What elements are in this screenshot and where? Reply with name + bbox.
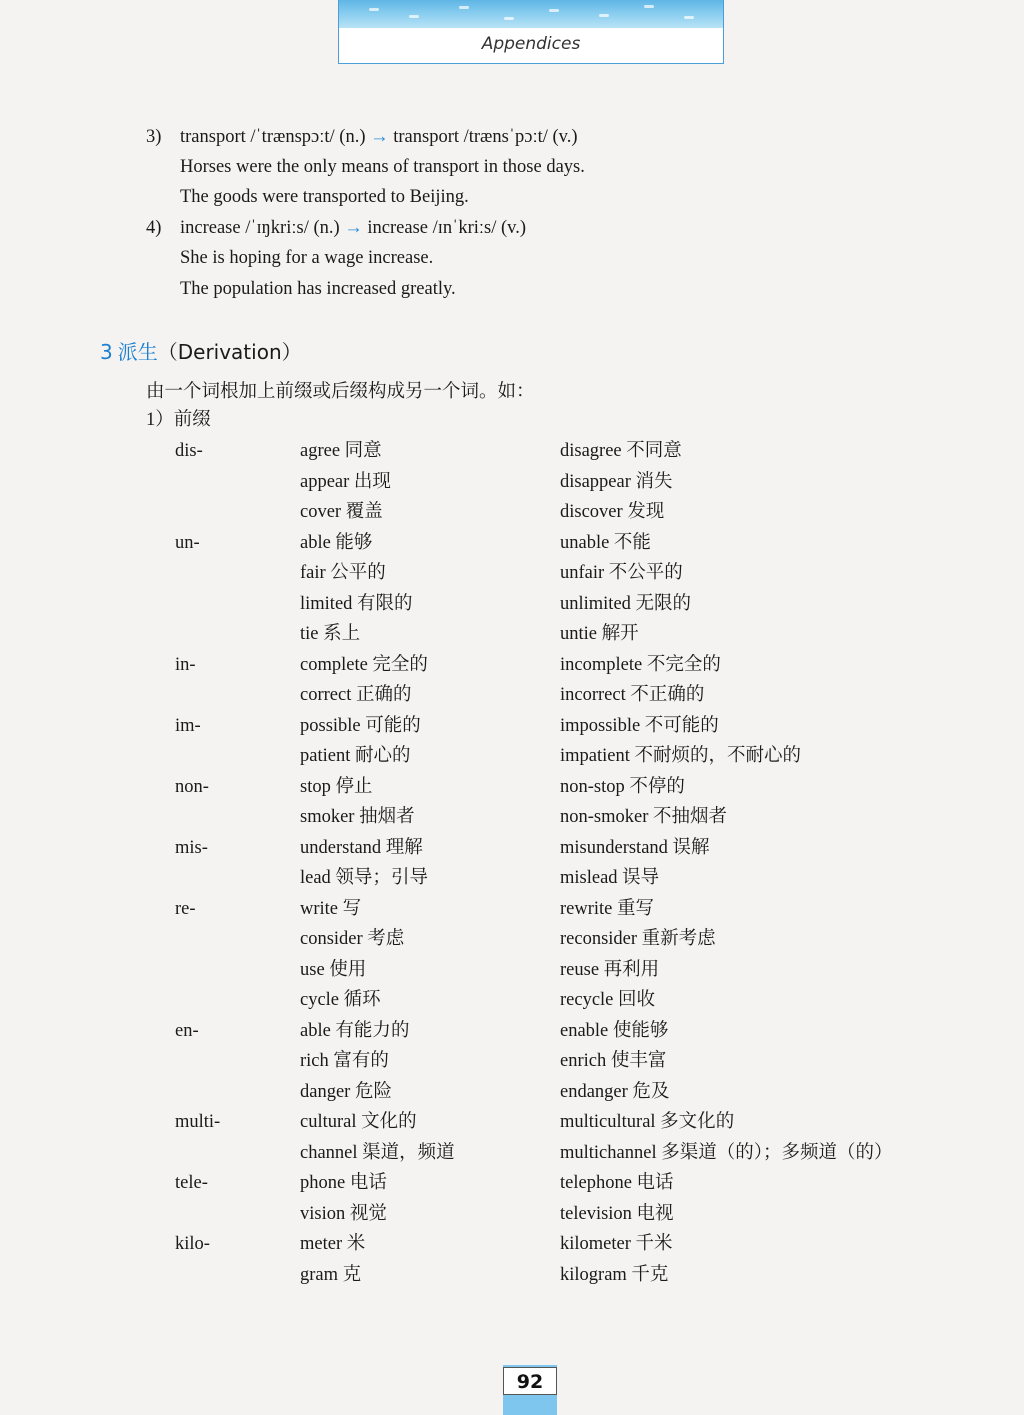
prefix-cell: mis- <box>175 837 208 858</box>
example-4-sentence-1: She is hoping for a wage increase. <box>180 248 434 268</box>
example-4-noun: increase /ˈɪŋkriːs/ (n.) <box>180 218 340 238</box>
derived-word-cell: untie 解开 <box>560 624 639 644</box>
base-word-cell: complete 完全的 <box>300 654 428 675</box>
table-row <box>0 528 1024 559</box>
derived-word-cell: reuse 再利用 <box>560 959 660 980</box>
table-row <box>0 650 1024 681</box>
base-word-cell: possible 可能的 <box>300 715 421 736</box>
prefix-cell: im- <box>175 715 201 736</box>
example-3-headword <box>146 122 578 152</box>
derived-word-cell: enrich 使丰富 <box>560 1051 667 1071</box>
table-row <box>0 772 1024 803</box>
base-word-cell: vision 视觉 <box>300 1203 387 1224</box>
arrow-icon: → <box>370 127 389 147</box>
table-row <box>0 467 1024 498</box>
derived-word-cell: unfair 不公平的 <box>560 563 683 583</box>
table-row <box>0 1107 1024 1138</box>
derived-word-cell: television 电视 <box>560 1203 674 1224</box>
derived-word-cell: enable 使能够 <box>560 1020 669 1041</box>
base-word-cell: understand 理解 <box>300 837 423 858</box>
table-row <box>0 1046 1024 1077</box>
base-word-cell: cultural 文化的 <box>300 1112 417 1132</box>
prefix-cell: tele- <box>175 1173 208 1193</box>
prefix-cell: in- <box>175 654 196 675</box>
derived-word-cell: impatient 不耐烦的，不耐心的 <box>560 746 801 766</box>
table-row <box>0 680 1024 711</box>
header-title: Appendices <box>481 34 581 54</box>
table-row <box>0 1077 1024 1108</box>
table-row <box>0 863 1024 894</box>
base-word-cell: cycle 循环 <box>300 990 381 1010</box>
section-title-en: （Derivation） <box>157 340 302 364</box>
prefix-cell: dis- <box>175 441 203 461</box>
prefix-cell: multi- <box>175 1112 221 1132</box>
derived-word-cell: disappear 消失 <box>560 471 673 492</box>
example-3-number: 3) <box>146 127 162 147</box>
derived-word-cell: recycle 回收 <box>560 990 656 1010</box>
derived-word-cell: misunderstand 误解 <box>560 837 710 858</box>
table-row <box>0 619 1024 650</box>
example-4-verb: increase /ɪnˈkriːs/ (v.) <box>367 218 526 238</box>
base-word-cell: patient 耐心的 <box>300 746 411 766</box>
base-word-cell: consider 考虑 <box>300 929 405 949</box>
page-number: 92 <box>503 1367 557 1395</box>
table-row <box>0 955 1024 986</box>
example-3-verb: transport /trænsˈpɔːt/ (v.) <box>393 127 578 147</box>
prefix-table <box>0 436 1024 1290</box>
table-row <box>0 558 1024 589</box>
base-word-cell: correct 正确的 <box>300 685 412 705</box>
derived-word-cell: kilogram 千克 <box>560 1264 669 1285</box>
derived-word-cell: kilometer 千米 <box>560 1234 673 1254</box>
table-row <box>0 924 1024 955</box>
base-word-cell: fair 公平的 <box>300 563 386 583</box>
base-word-cell: gram 克 <box>300 1264 362 1285</box>
section-number: 3 <box>100 340 113 364</box>
base-word-cell: rich 富有的 <box>300 1051 389 1071</box>
base-word-cell: able 能够 <box>300 532 373 553</box>
subsection-heading: 1）前缀 <box>146 410 211 430</box>
section-title-cn: 派生 <box>117 340 158 364</box>
section-intro: 由一个词根加上前缀或后缀构成另一个词。如： <box>146 382 535 402</box>
table-row <box>0 1260 1024 1291</box>
base-word-cell: write 写 <box>300 898 362 919</box>
table-row <box>0 1168 1024 1199</box>
example-3-noun: transport /ˈtrænspɔːt/ (n.) <box>180 127 366 147</box>
base-word-cell: use 使用 <box>300 959 367 980</box>
derived-word-cell: rewrite 重写 <box>560 898 655 919</box>
base-word-cell: able 有能力的 <box>300 1020 410 1041</box>
base-word-cell: agree 同意 <box>300 441 382 461</box>
table-row <box>0 436 1024 467</box>
derived-word-cell: multicultural 多文化的 <box>560 1112 735 1132</box>
derived-word-cell: incorrect 不正确的 <box>560 685 705 705</box>
base-word-cell: phone 电话 <box>300 1173 387 1193</box>
prefix-cell: un- <box>175 532 200 553</box>
base-word-cell: danger 危险 <box>300 1081 392 1102</box>
page-number-tab <box>503 1365 557 1415</box>
example-4-number: 4) <box>146 218 162 238</box>
derived-word-cell: discover 发现 <box>560 502 665 522</box>
example-4-sentence-2: The population has increased greatly. <box>180 279 456 299</box>
table-row <box>0 833 1024 864</box>
derived-word-cell: incomplete 不完全的 <box>560 654 721 675</box>
derived-word-cell: disagree 不同意 <box>560 441 682 461</box>
table-row <box>0 1138 1024 1169</box>
derived-word-cell: impossible 不可能的 <box>560 715 719 736</box>
derived-word-cell: multichannel 多渠道（的）；多频道（的） <box>560 1142 893 1163</box>
derived-word-cell: unable 不能 <box>560 532 651 553</box>
table-row <box>0 1016 1024 1047</box>
section-heading <box>100 336 302 365</box>
table-row <box>0 1229 1024 1260</box>
header-tab <box>338 0 724 64</box>
base-word-cell: stop 停止 <box>300 776 373 797</box>
base-word-cell: cover 覆盖 <box>300 502 383 522</box>
example-3-sentence-2: The goods were transported to Beijing. <box>180 187 469 207</box>
example-4-headword <box>146 213 526 243</box>
base-word-cell: meter 米 <box>300 1234 366 1254</box>
arrow-icon: → <box>344 218 363 238</box>
derived-word-cell: non-smoker 不抽烟者 <box>560 807 727 827</box>
table-row <box>0 741 1024 772</box>
base-word-cell: limited 有限的 <box>300 593 413 614</box>
base-word-cell: channel 渠道，频道 <box>300 1142 455 1163</box>
prefix-cell: en- <box>175 1020 199 1041</box>
header-water-image <box>339 0 723 28</box>
derived-word-cell: endanger 危及 <box>560 1081 670 1102</box>
derived-word-cell: non-stop 不停的 <box>560 776 685 797</box>
prefix-cell: kilo- <box>175 1234 210 1254</box>
example-3-sentence-1: Horses were the only means of transport in those days. <box>180 157 585 177</box>
table-row <box>0 589 1024 620</box>
table-row <box>0 985 1024 1016</box>
table-row <box>0 497 1024 528</box>
table-row <box>0 1199 1024 1230</box>
derived-word-cell: reconsider 重新考虑 <box>560 929 716 949</box>
base-word-cell: lead 领导；引导 <box>300 868 428 888</box>
table-row <box>0 894 1024 925</box>
derived-word-cell: unlimited 无限的 <box>560 593 692 614</box>
table-row <box>0 802 1024 833</box>
base-word-cell: tie 系上 <box>300 624 361 644</box>
prefix-cell: non- <box>175 776 209 797</box>
prefix-cell: re- <box>175 898 196 919</box>
base-word-cell: smoker 抽烟者 <box>300 807 415 827</box>
derived-word-cell: mislead 误导 <box>560 868 660 888</box>
base-word-cell: appear 出现 <box>300 471 391 492</box>
table-row <box>0 711 1024 742</box>
derived-word-cell: telephone 电话 <box>560 1173 674 1193</box>
